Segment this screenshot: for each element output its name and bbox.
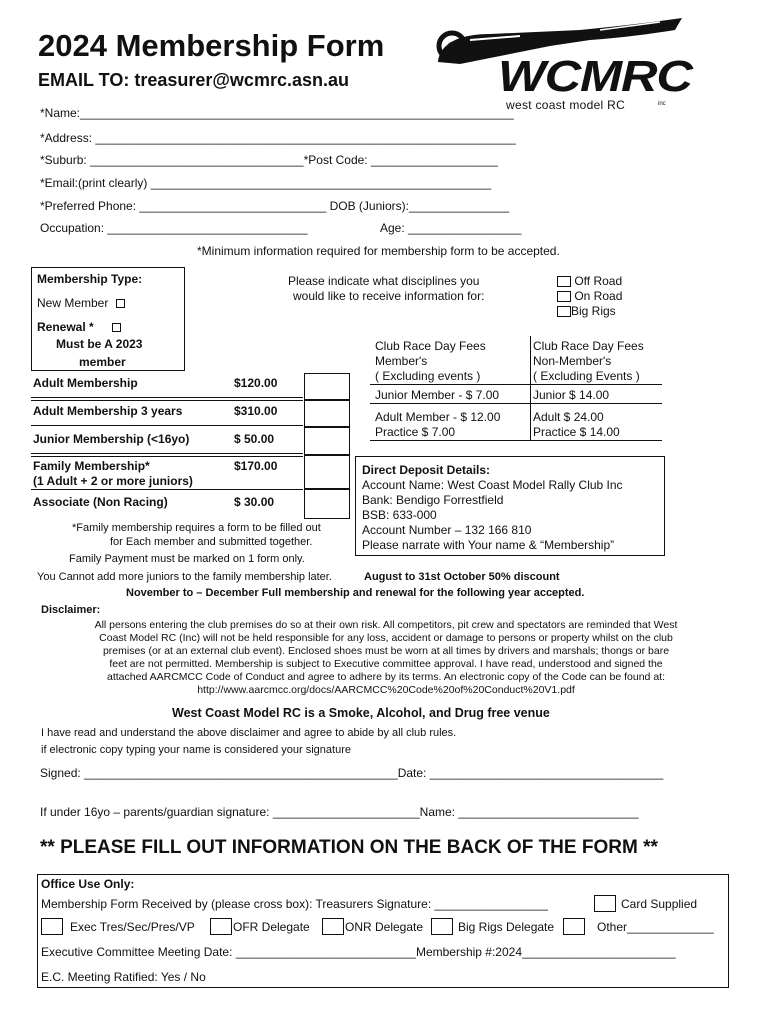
meeting-date-field[interactable]: Executive Committee Meeting Date: ___________________________Membership #:2024_______________________ xyxy=(41,945,676,959)
deposit-heading: Direct Deposit Details: xyxy=(362,463,491,477)
junior-member-fee: Junior Member - $ 7.00 xyxy=(375,388,500,402)
name-field[interactable]: *Name:_________________________________________________________________ xyxy=(40,106,514,120)
venue-statement: West Coast Model RC is a Smoke, Alcohol, and Drug free venue xyxy=(172,706,550,720)
exec-checkbox[interactable] xyxy=(41,918,63,935)
other-checkbox[interactable] xyxy=(563,918,585,935)
agreement-text: I have read and understand the above disclaimer and agree to abide by all club rules. xyxy=(41,727,457,739)
big-rigs-label: Big Rigs xyxy=(571,304,616,318)
renewal-label: Renewal * xyxy=(37,320,94,334)
fee-price-family: $170.00 xyxy=(234,459,278,473)
deposit-narrate: Please narrate with Your name & “Membership” xyxy=(362,538,615,552)
onr-delegate-checkbox[interactable] xyxy=(322,918,344,935)
fee-checkbox-adult-3yr[interactable] xyxy=(304,400,350,427)
nonmembers-header-3: ( Excluding Events ) xyxy=(533,369,640,383)
onr-delegate-label: ONR Delegate xyxy=(345,920,424,934)
disclaimer-line: feet are not permitted. Membership is subject to Executive committee approval. I have read, understood and signed the xyxy=(109,658,663,670)
fee-label-family-2: (1 Adult + 2 or more juniors) xyxy=(33,474,193,488)
new-member-checkbox[interactable] xyxy=(116,299,125,308)
back-of-form-notice: ** PLEASE FILL OUT INFORMATION ON THE BACK OF THE FORM ** xyxy=(40,837,658,858)
on-road-checkbox[interactable] xyxy=(557,291,571,302)
age-field[interactable]: Age: _________________ xyxy=(380,221,522,235)
signed-date-field[interactable]: Signed: _______________________________________________Date: ___________________________________ xyxy=(40,766,664,780)
race-fees-col-divider xyxy=(530,336,531,440)
discount-note: August to 31st October 50% discount xyxy=(364,571,560,583)
family-note-3: Family Payment must be marked on 1 form only. xyxy=(69,553,305,565)
membership-type-heading: Membership Type: xyxy=(37,272,143,286)
logo-tagline: west coast model RC xyxy=(506,98,626,112)
big-rigs-delegate-checkbox[interactable] xyxy=(431,918,453,935)
members-header-2: Member's xyxy=(375,354,428,368)
disclaimer-line: attached AARCMCC Code of Conduct and agree to adhere by its terms. An electronic copy of the Code can be found at: xyxy=(107,671,665,683)
received-by-field[interactable]: Membership Form Received by (please cross box): Treasurers Signature: _________________ xyxy=(41,897,548,911)
card-supplied-label: Card Supplied xyxy=(621,897,698,911)
deposit-bank: Bank: Bendigo Forrestfield xyxy=(362,493,504,507)
renewal-note: November to – December Full membership and renewal for the following year accepted. xyxy=(126,587,585,599)
fee-price-adult-3yr: $310.00 xyxy=(234,404,278,418)
email-to-line: EMAIL TO: treasurer@wcmrc.asn.au xyxy=(38,70,349,90)
deposit-account-name: Account Name: West Coast Model Rally Club Inc xyxy=(362,478,623,492)
guardian-signature-field[interactable]: If under 16yo – parents/guardian signature: ______________________Name: ___________________________ xyxy=(40,805,639,819)
fee-label-associate: Associate (Non Racing) xyxy=(33,495,168,509)
fee-label-junior: Junior Membership (<16yo) xyxy=(33,432,190,446)
disclaimer-line: premises (or at an external club event). Enclosed shoes must be worn at all times by drivers and marshals; thongs or bare xyxy=(102,645,670,657)
fee-label-family: Family Membership* xyxy=(33,459,150,473)
discipline-off-road[interactable] xyxy=(557,274,622,288)
address-field[interactable]: *Address: _______________________________________________________________ xyxy=(40,131,516,145)
renewal-checkbox[interactable] xyxy=(112,323,121,332)
fee-price-associate: $ 30.00 xyxy=(234,495,275,509)
fee-price-junior: $ 50.00 xyxy=(234,432,275,446)
code-of-conduct-link[interactable]: http://www.aarcmcc.org/docs/AARCMCC%20Code%20of%20Conduct%20V1.pdf xyxy=(197,684,575,696)
logo-suffix: inc xyxy=(658,101,666,107)
fee-price-adult: $120.00 xyxy=(234,376,278,390)
off-road-label: Off Road xyxy=(574,274,623,288)
disciplines-prompt-2: would like to receive information for: xyxy=(293,289,485,303)
suburb-postcode-field[interactable]: *Suburb: ________________________________*Post Code: ___________________ xyxy=(40,153,498,167)
disclaimer-heading: Disclaimer: xyxy=(41,604,101,616)
renewal-requirement: Must be A 2023 xyxy=(56,337,143,351)
fee-checkbox-family[interactable] xyxy=(304,455,350,489)
fee-divider xyxy=(31,400,303,401)
on-road-label: On Road xyxy=(574,289,623,303)
fee-checkbox-associate[interactable] xyxy=(304,489,350,519)
other-label[interactable]: Other_____________ xyxy=(597,920,714,934)
fee-label-adult: Adult Membership xyxy=(33,376,138,390)
occupation-field[interactable]: Occupation: ______________________________ xyxy=(40,221,308,235)
big-rigs-delegate-label: Big Rigs Delegate xyxy=(458,920,555,934)
members-header-3: ( Excluding events ) xyxy=(375,369,481,383)
renewal-requirement-2: member xyxy=(79,355,126,369)
fee-checkbox-adult[interactable] xyxy=(304,373,350,400)
fee-divider xyxy=(31,489,303,490)
disciplines-prompt: Please indicate what disciplines you xyxy=(288,274,480,288)
race-fees-row-divider xyxy=(370,403,662,404)
practice-nonmember-fee: Practice $ 14.00 xyxy=(533,425,620,439)
adult-member-fee: Adult Member - $ 12.00 xyxy=(375,410,501,424)
juniors-note: You Cannot add more juniors to the family membership later. xyxy=(37,571,332,583)
fee-divider xyxy=(31,425,303,426)
page-title: 2024 Membership Form xyxy=(38,28,385,63)
big-rigs-checkbox[interactable] xyxy=(557,306,571,317)
new-member-option[interactable] xyxy=(37,296,125,310)
fee-checkbox-junior[interactable] xyxy=(304,427,350,455)
disclaimer-text xyxy=(40,619,732,697)
race-fees-row-divider xyxy=(370,440,662,441)
nonmembers-header-2: Non-Member's xyxy=(533,354,612,368)
fee-divider xyxy=(31,397,303,398)
fee-divider xyxy=(31,456,303,457)
members-header: Club Race Day Fees xyxy=(375,339,486,353)
min-info-note: *Minimum information required for membership form to be accepted. xyxy=(197,244,560,258)
ofr-delegate-label: OFR Delegate xyxy=(233,920,310,934)
fee-divider xyxy=(31,453,303,454)
race-fees-row-divider xyxy=(370,384,662,385)
electronic-signature-note: if electronic copy typing your name is considered your signature xyxy=(41,744,351,756)
card-supplied-checkbox[interactable] xyxy=(594,895,616,912)
new-member-label: New Member xyxy=(37,296,109,310)
email-field[interactable]: *Email:(print clearly) ___________________________________________________ xyxy=(40,176,492,190)
exec-label: Exec Tres/Sec/Pres/VP xyxy=(70,920,195,934)
ratified-field[interactable]: E.C. Meeting Ratified: Yes / No xyxy=(41,970,206,984)
renewal-option[interactable] xyxy=(37,320,121,334)
junior-nonmember-fee: Junior $ 14.00 xyxy=(533,388,610,402)
discipline-on-road[interactable] xyxy=(557,289,622,303)
ofr-delegate-checkbox[interactable] xyxy=(210,918,232,935)
phone-dob-field[interactable]: *Preferred Phone: ____________________________ DOB (Juniors):_______________ xyxy=(40,199,510,213)
nonmembers-header: Club Race Day Fees xyxy=(533,339,644,353)
logo-wordmark: WCMRC xyxy=(498,52,692,101)
race-fees-table xyxy=(370,336,662,440)
deposit-account-number: Account Number – 132 166 810 xyxy=(362,523,532,537)
club-logo xyxy=(430,16,690,112)
off-road-checkbox[interactable] xyxy=(557,276,571,287)
discipline-big-rigs[interactable] xyxy=(557,304,616,318)
disclaimer-line: All persons entering the club premises do so at their own risk. All competitors, pit crew and spectators are reminded that West xyxy=(94,619,678,631)
practice-member-fee: Practice $ 7.00 xyxy=(375,425,456,439)
deposit-bsb: BSB: 633-000 xyxy=(362,508,437,522)
disclaimer-line: Coast Model RC (Inc) will not be held responsible for any loss, accident or damage to persons or property whilst on the club xyxy=(99,632,673,644)
family-note: *Family membership requires a form to be filled out xyxy=(72,522,321,534)
fee-label-adult-3yr: Adult Membership 3 years xyxy=(33,404,183,418)
adult-nonmember-fee: Adult $ 24.00 xyxy=(533,410,604,424)
family-note-2: for Each member and submitted together. xyxy=(110,536,313,548)
office-use-heading: Office Use Only: xyxy=(41,877,135,891)
